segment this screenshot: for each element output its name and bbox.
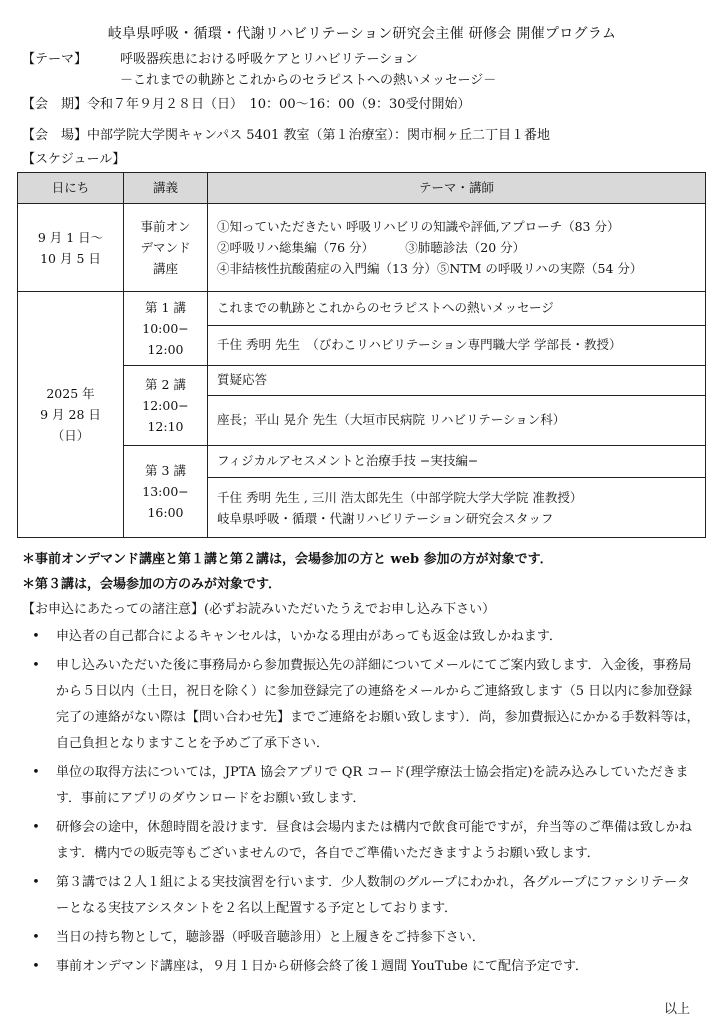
list-item xyxy=(22,925,702,951)
lecture3-name: 第 3 講 xyxy=(145,463,186,478)
list-item xyxy=(22,870,702,922)
table-row-lecture1-topic xyxy=(18,292,706,326)
header-date: 日にち xyxy=(18,173,124,204)
bullet-icon: • xyxy=(32,875,40,890)
lecture3-topic: フィジカルアセスメントと治療手技 −実技編− xyxy=(208,446,706,478)
ondemand-item: ④非結核性抗酸菌症の入門編（13 分）⑤NTM の呼吸リハの実際（54 分） xyxy=(217,261,643,276)
lecture3-speaker xyxy=(208,478,706,538)
lecture2-time-start: 12:00− xyxy=(142,398,189,413)
list-item xyxy=(22,653,702,757)
list-item-text: 事前オンデマンド講座は，９月１日から研修会終了後１週間 YouTube にて配信予定です． xyxy=(56,959,588,974)
lecture3-time-start: 13:00− xyxy=(142,484,189,499)
theme-label: 【テーマ】 xyxy=(22,52,88,67)
date-label: 【会 期】 xyxy=(22,97,88,112)
list-item-text: 当日の持ち物として，聴診器（呼吸音聴診用）と上履きをご持参下さい． xyxy=(56,930,485,945)
ondemand-items xyxy=(208,204,706,292)
list-item xyxy=(22,760,702,812)
lecture2-cell xyxy=(124,366,208,446)
list-item-text: 第３講では２人１組による実技演習を行います．少人数制のグループにわかれ，各グループにファシリテーターとなる実技アシスタントを２名以上配置する予定としております． xyxy=(56,875,691,916)
day-date-cell xyxy=(18,292,124,538)
list-item xyxy=(22,954,702,980)
venue-value: 中部学院大学関キャンパス 5401 教室（第１治療室）：関市桐ヶ丘二丁目１番地 xyxy=(87,128,550,143)
lecture1-topic: これまでの軌跡とこれからのセラピストへの熱いメッセージ xyxy=(208,292,706,326)
bullet-icon: • xyxy=(32,629,40,644)
lecture3-speaker-line: 千住 秀明 先生 , 三川 浩太郎先生（中部学院大学大学院 准教授） xyxy=(217,489,583,505)
lecture3-speaker-line: 岐阜県呼吸・循環・代謝リハビリテーション研究会スタッフ xyxy=(217,510,554,526)
ondemand-item: ①知っていただきたい 呼吸リハビリの知識や評価,アプローチ（83 分） xyxy=(217,219,620,234)
page-title: 岐阜県呼吸・循環・代謝リハビリテーション研究会主催 研修会 開催プログラム xyxy=(107,26,617,42)
venue-row xyxy=(22,126,550,146)
list-item xyxy=(22,815,702,867)
theme-main: 呼吸器疾患における呼吸ケアとリハビリテーション xyxy=(120,52,418,67)
day-date-line: 2025 年 xyxy=(46,386,95,401)
list-item xyxy=(22,624,702,650)
lecture2-time-end: 12:10 xyxy=(147,419,184,434)
note-1: ＊事前オンデマンド講座と第１講と第２講は，会場参加の方と web 参加の方が対象です． xyxy=(22,552,553,567)
bullet-icon: • xyxy=(32,658,40,673)
bullet-icon: • xyxy=(32,820,40,835)
lecture3-time-end: 16:00 xyxy=(147,505,184,520)
lecture2-topic: 質疑応答 xyxy=(208,366,706,396)
day-date-line: 9 月 28 日 xyxy=(40,407,101,422)
note-2: ＊第３講は，会場参加の方のみが対象です． xyxy=(22,577,281,592)
ondemand-date-line: 9 月 1 日～ xyxy=(37,229,104,245)
table-row-ondemand xyxy=(18,204,706,292)
lecture1-name: 第 1 講 xyxy=(145,300,186,315)
ondemand-date-line: 10 月 5 日 xyxy=(40,250,101,266)
list-item-text: 申込者の自己都合によるキャンセルは，いかなる理由があっても返金は致しかねます． xyxy=(56,629,562,644)
day-date-line: （日） xyxy=(51,428,90,443)
bullet-icon: • xyxy=(32,765,40,780)
ondemand-lecture-line: 講座 xyxy=(152,261,178,276)
lecture2-name: 第 2 講 xyxy=(145,377,186,392)
schedule-table xyxy=(17,172,706,538)
notice-list xyxy=(22,624,702,983)
ondemand-lecture xyxy=(124,204,208,292)
bullet-icon: • xyxy=(32,959,40,974)
list-item-text: 研修会の途中，休憩時間を設けます．昼食は会場内または構内で飲食可能ですが，弁当等のご準備は致しかねます．構内での販売等もございませんので，各自でご準備いただきますようお願い致します． xyxy=(56,820,692,861)
theme-subtitle: －これまでの軌跡とこれからのセラピストへの熱いメッセージ－ xyxy=(120,73,497,88)
lecture2-speaker: 座長；平山 晃介 先生（大垣市民病院 リハビリテーション科） xyxy=(208,396,706,446)
lecture1-speaker: 千住 秀明 先生 （びわこリハビリテーション専門職大学 学部長・教授） xyxy=(208,326,706,366)
lecture1-time-start: 10:00− xyxy=(142,321,189,336)
list-item-text: 単位の取得方法については，JPTA 協会アプリで QR コード(理学療法士協会指定)を読み込みしていただきます．事前にアプリのダウンロードをお願い致します． xyxy=(56,765,689,806)
notice-heading: 【お申込にあたっての諸注意】(必ずお読みいただいたうえでお申し込み下さい） xyxy=(22,602,496,617)
venue-label: 【会 場】 xyxy=(22,128,88,143)
schedule-label: 【スケジュール】 xyxy=(22,152,126,167)
table-header-row xyxy=(18,173,706,204)
closing-mark: 以上 xyxy=(663,1002,690,1017)
date-row xyxy=(22,95,471,115)
lecture3-cell xyxy=(124,446,208,538)
ondemand-date xyxy=(18,204,124,292)
list-item-text: 申し込みいただいた後に事務局から参加費振込先の詳細についてメールにてご案内致します．入金後，事務局から５日以内（土日，祝日を除く）に参加登録完了の連絡をメールからご連絡致します（5 日以内に参加登録完了の連絡がない際は【問い合わせ先】までご連絡をお願い致します）．尚，参加費振込にかかる手数料等は，自己負担となりますことを予めご了承下さい． xyxy=(56,658,700,751)
date-value: 令和７年９月２８日（日） 10：00～16：00（9：30受付開始） xyxy=(87,97,471,112)
bullet-icon: • xyxy=(32,930,40,945)
header-lecture: 講義 xyxy=(124,173,208,204)
header-theme: テーマ・講師 xyxy=(208,173,706,204)
ondemand-item: ②呼吸リハ総集編（76 分） ③肺聴診法（20 分） xyxy=(217,240,526,255)
ondemand-lecture-line: デマンド xyxy=(140,240,191,255)
lecture1-time-end: 12:00 xyxy=(147,342,184,357)
ondemand-lecture-line: 事前オン xyxy=(140,219,191,234)
lecture1-cell xyxy=(124,292,208,366)
